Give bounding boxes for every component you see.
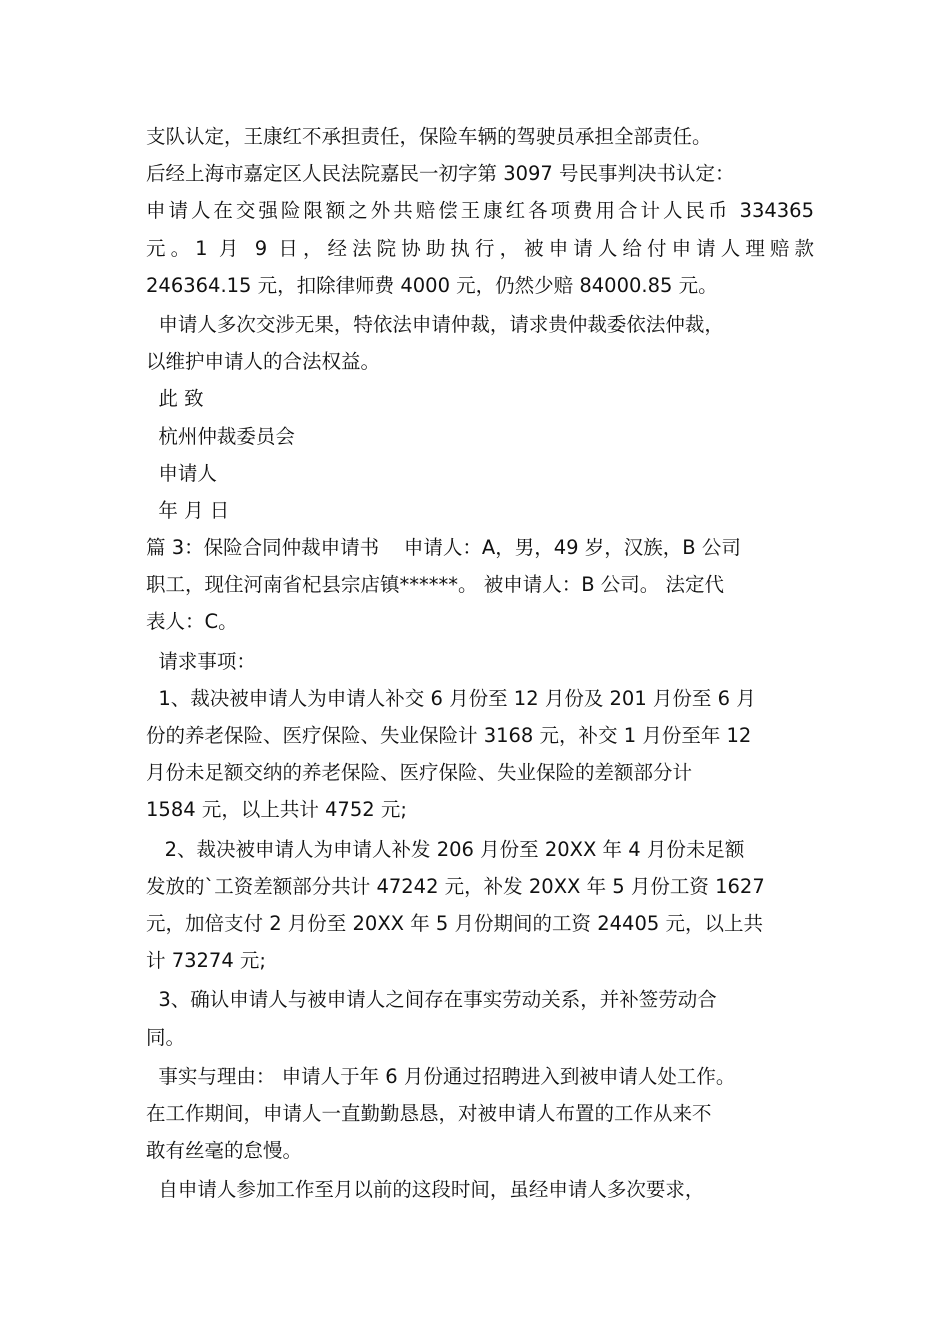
text-line: 份的养老保险、医疗保险、失业保险计 3168 元，补交 1 月份至年 12 xyxy=(146,724,752,747)
text-line: 1、裁决被申请人为申请人补交 6 月份至 12 月份及 201 月份至 6 月 xyxy=(146,686,756,710)
text-line: 职工，现住河南省杞县宗店镇******。 被申请人：B 公司。 法定代 xyxy=(146,573,724,597)
text-line: 同。 xyxy=(146,1025,186,1049)
text-line: 在工作期间，申请人一直勤勤恳恳，对被申请人布置的工作从来不 xyxy=(146,1101,712,1125)
text-line: 事实与理由： 申请人于年 6 月份通过招聘进入到被申请人处工作。 xyxy=(146,1064,736,1088)
text-line: 自申请人参加工作至月以前的这段时间，虽经申请人多次要求， xyxy=(146,1178,705,1202)
text-line: 以维护申请人的合法权益。 xyxy=(146,350,381,374)
text-line: 表人：C。 xyxy=(146,610,238,634)
text-line: 后经上海市嘉定区人民法院嘉民一初字第 3097 号民事判决书认定： xyxy=(146,162,735,186)
text-line: 敢有丝毫的怠慢。 xyxy=(146,1139,303,1163)
text-line: 元，加倍支付 2 月份至 20XX 年 5 月份期间的工资 24405 元，以上共 xyxy=(146,911,763,935)
text-line: 月份未足额交纳的养老保险、医疗保险、失业保险的差额部分计 xyxy=(146,761,693,785)
applicant-signature-label: 申请人 xyxy=(146,461,217,485)
section-heading: 篇 3：保险合同仲裁申请书 申请人：A，男，49 岁，汉族，B 公司 xyxy=(146,536,741,560)
claims-heading: 请求事项： xyxy=(146,649,256,673)
text-line: 2、裁决被申请人为申请人补发 206 月份至 20XX 年 4 月份未足额 xyxy=(146,837,745,861)
text-line: 1584 元，以上共计 4752 元; xyxy=(146,798,407,822)
text-line: 计 73274 元; xyxy=(146,949,266,973)
text-line: 申请人多次交涉无果，特依法申请仲裁，请求贵仲裁委依法仲裁， xyxy=(146,312,724,336)
text-line: 3、确认申请人与被申请人之间存在事实劳动关系，并补签劳动合 xyxy=(146,988,717,1012)
text-line: 发放的`工资差额部分共计 47242 元，补发 20XX 年 5 月份工资 1627 xyxy=(146,874,765,898)
closing-salutation: 此 致 xyxy=(146,387,204,411)
text-line: 246364.15 元，扣除律师费 4000 元，仍然少赔 84000.85 元。 xyxy=(146,273,718,297)
recipient-name: 杭州仲裁委员会 xyxy=(146,424,295,448)
text-line: 支队认定，王康红不承担责任，保险车辆的驾驶员承担全部责任。 xyxy=(146,125,712,148)
text-line: 申请人在交强险限额之外共赔偿王康红各项费用合计人民币 334365 xyxy=(146,199,814,223)
document-body xyxy=(146,118,814,1208)
text-line: 元。1 月 9 日，经法院协助执行，被申请人给付申请人理赔款 xyxy=(146,236,814,260)
date-label: 年 月 日 xyxy=(146,498,230,522)
